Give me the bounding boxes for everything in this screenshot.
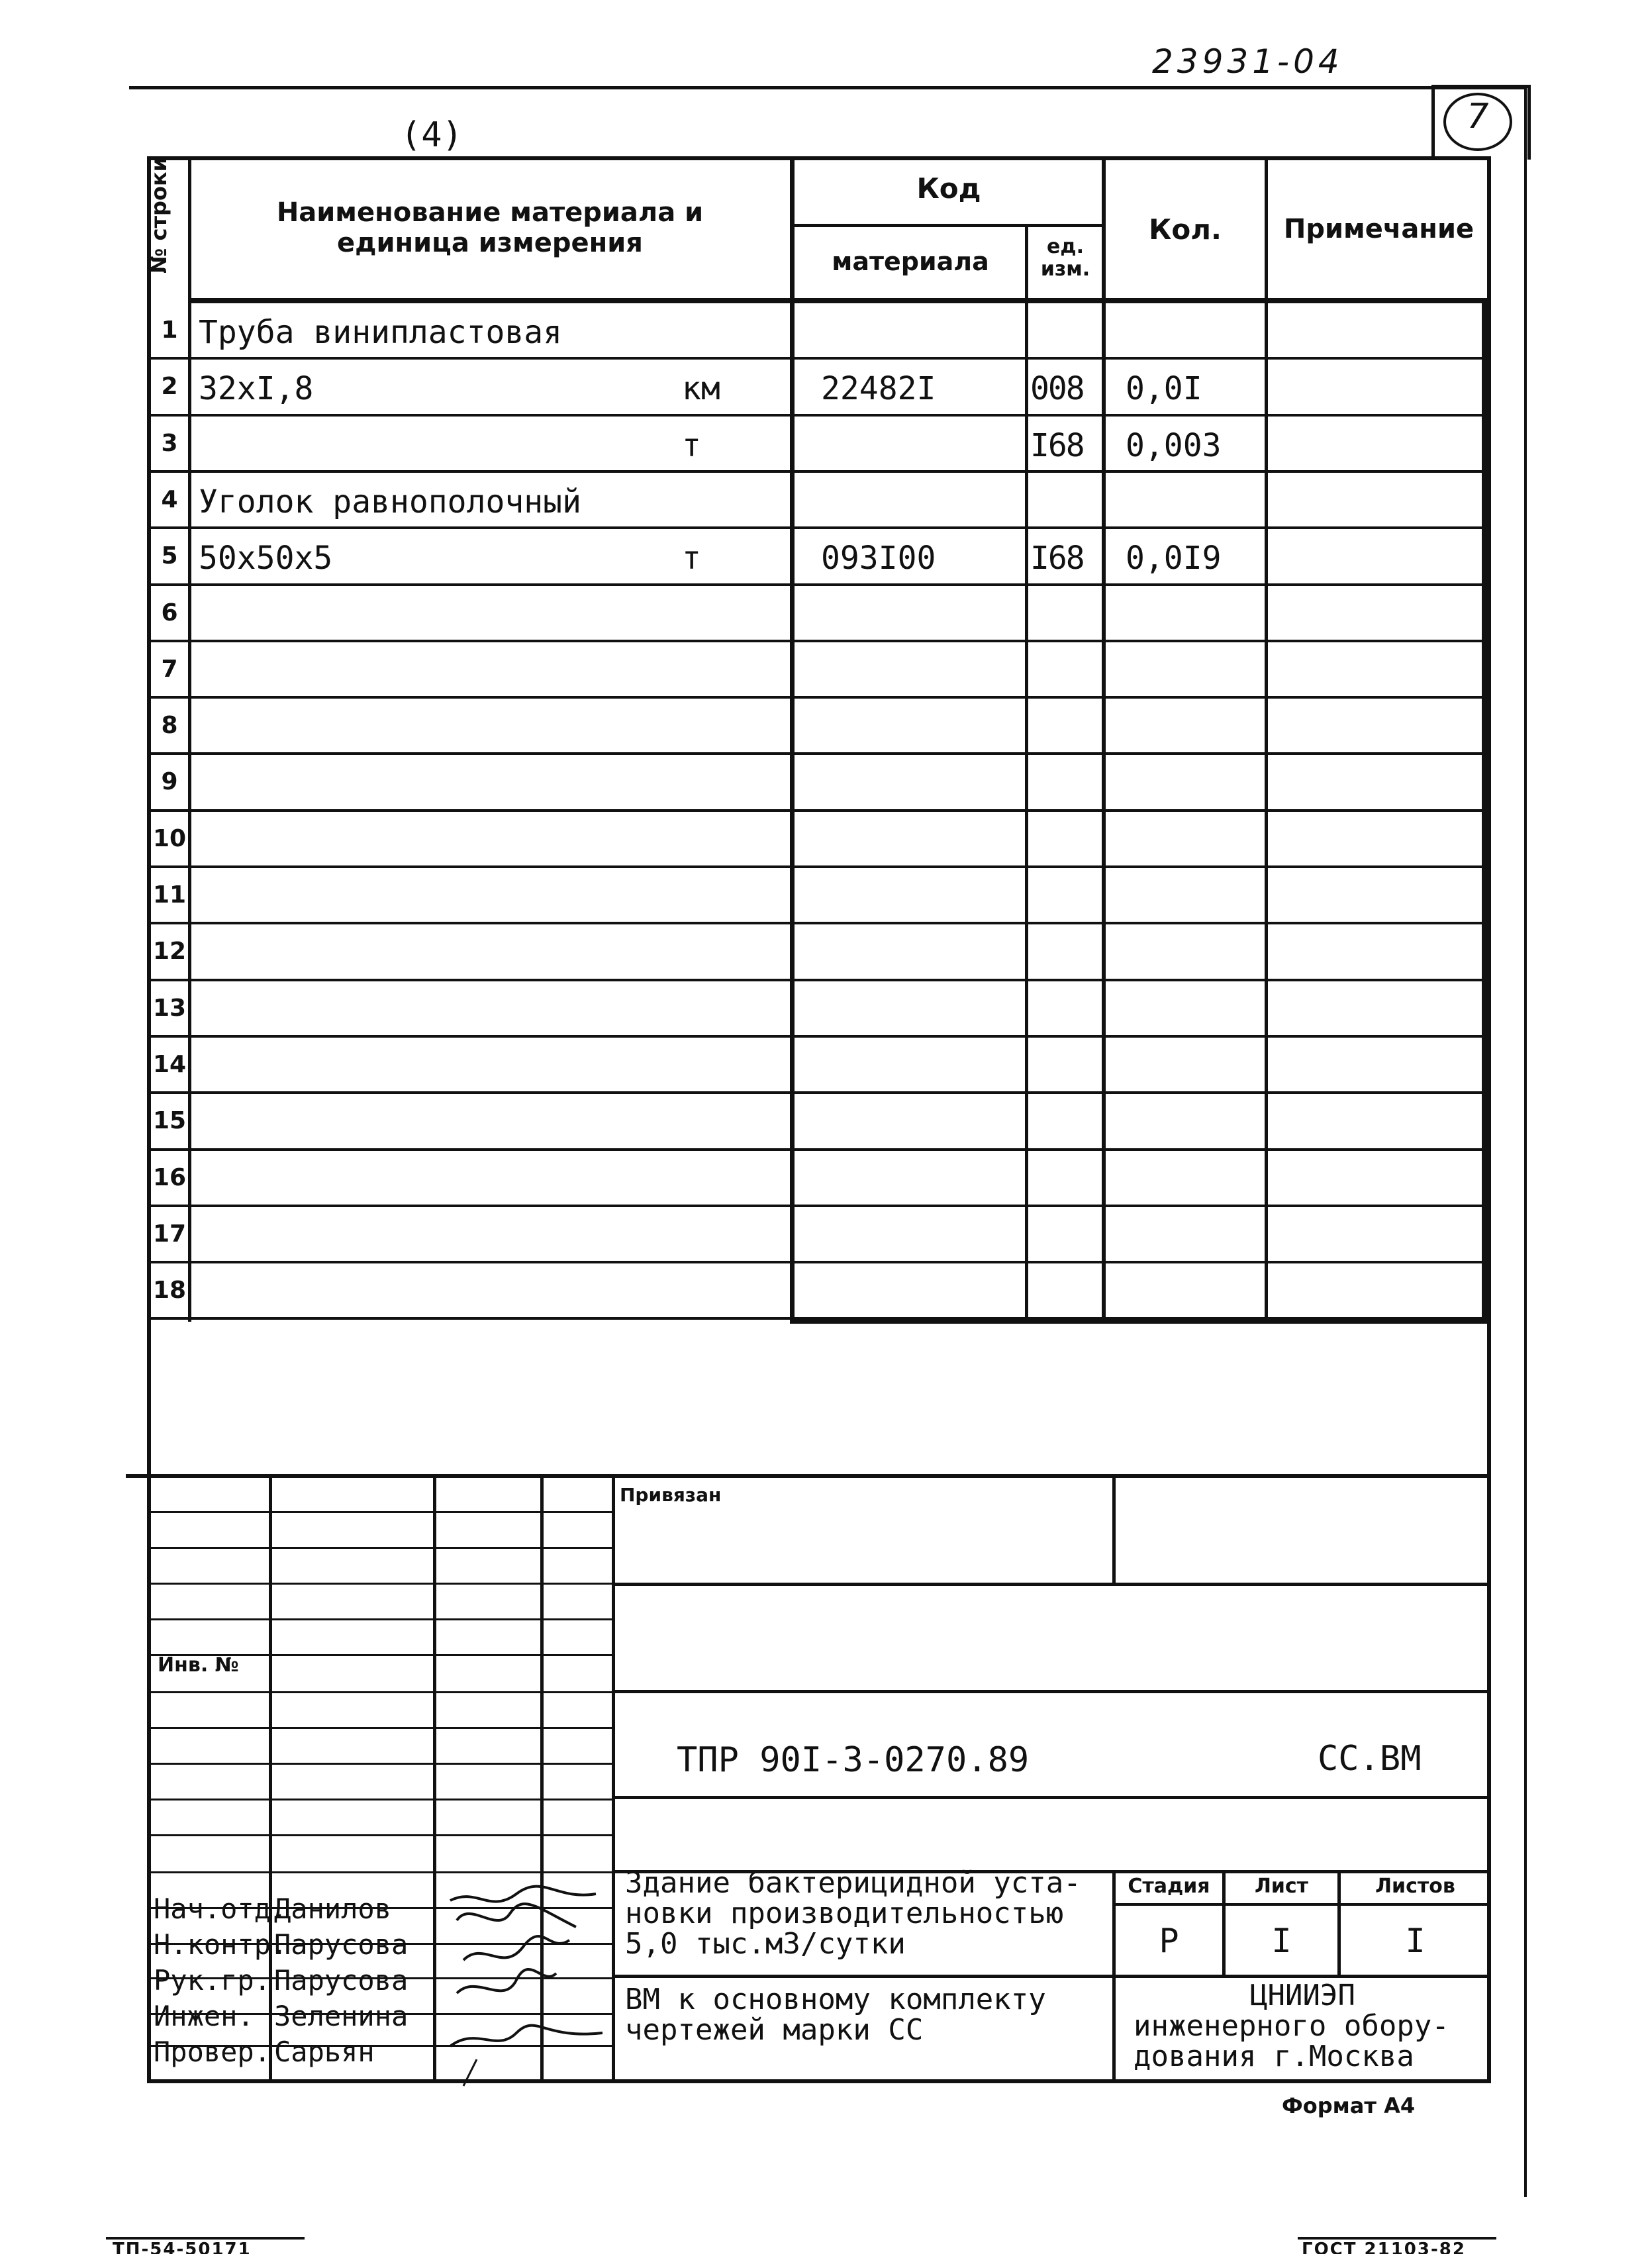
row-number: 3 [161,430,178,457]
footer-right: ГОСТ 21103-82 [1302,2241,1466,2254]
signer-name: Данилов [274,1893,392,1925]
project-title-3: 5,0 тыс.м3/сутки [625,1927,906,1961]
stamp-row-line [147,1547,612,1549]
table-row [147,696,1491,699]
footer-left-rule [106,2237,305,2240]
frame-top [147,156,1491,160]
col-line-note [1265,156,1268,1322]
row-quantity: 0,0I9 [1126,540,1222,577]
table-row [147,1148,1491,1151]
stamp-line-a [612,1583,1491,1586]
stamp-line-c [612,1796,1491,1799]
signer-role: Рук.гр. [154,1964,271,1997]
signer-name: Зеленина [274,2000,409,2032]
stamp-row-line [147,1763,612,1765]
doc-code: ТПР 90I-3-0270.89 [677,1740,1030,1780]
table-row [147,1205,1491,1207]
table-row [147,1035,1491,1038]
table-row [147,414,1491,417]
org-1: ЦНИИЭП [1250,1979,1355,2012]
header-code: Код [916,172,981,205]
col-line-unit [1025,225,1028,1322]
table-row [147,1261,1491,1263]
row-number: 8 [161,712,178,739]
header-name-text: Наименование материала и единица измерения [276,197,704,258]
signer-role: Инжен. [154,2000,254,2032]
col-line-rownum [188,156,191,1322]
row-unit-code: I68 [1030,427,1084,464]
row-number: 17 [152,1220,187,1248]
footer-left: ТП-54-50171 [113,2241,252,2254]
row-number: 4 [161,486,178,513]
stamp-bottom [147,2079,1491,2083]
row-number: 1 [161,317,178,344]
row-number: 18 [152,1277,187,1304]
stamp-row-line [147,1834,612,1836]
privyazan-label: Привязан [620,1484,722,1506]
table-row [147,640,1491,642]
signature-marks [437,1874,609,2093]
header-name [218,197,761,258]
stamp-row-line [147,1511,612,1513]
sheet-value: I [1271,1922,1292,1960]
table-bottom [790,1319,1491,1324]
row-quantity: 0,0I [1126,370,1202,407]
row-number: 13 [152,995,187,1022]
stamp-col-2 [433,1474,436,2083]
table-row [147,526,1491,529]
row-material-code: 22482I [821,370,936,407]
top-rule [129,86,1526,89]
stamp-privyazan-divider [1112,1474,1116,1583]
signer-name: Сарьян [274,2036,375,2068]
drawing-mark: СС.ВМ [1318,1739,1422,1779]
signer-name: Парусова [274,1928,409,1961]
stamp-row-line [147,1799,612,1800]
row-name: 32хI,8 [199,370,314,407]
sheet-title-2: чертежей марки СС [625,2013,924,2047]
row-number: 5 [161,542,178,569]
table-right-thick [1482,298,1487,1322]
stamp-stage-col-a [1112,1870,1116,2082]
table-row [147,979,1491,981]
table-row [147,809,1491,812]
col-line-material [790,156,795,1322]
row-number: 7 [161,656,178,683]
stamp-line-e [612,1975,1491,1978]
stamp-row-line [147,1727,612,1729]
table-row [147,752,1491,755]
header-bottom [188,298,1491,303]
stamp-row-line [147,1583,612,1585]
inv-no-label: Инв. № [158,1653,239,1677]
stamp-line-f [1112,1903,1491,1906]
header-qty: Кол. [1149,213,1222,246]
sheet-circle-number: 7 [1467,97,1489,136]
row-name: 50х50х5 [199,540,333,577]
document-number: 23931-04 [1152,42,1343,81]
stage-value: Р [1159,1922,1179,1960]
sheet-label: Лист [1254,1875,1309,1898]
org-2: инженерного обору- [1134,2009,1449,2043]
stamp-col-4 [612,1474,615,2083]
row-number: 10 [152,825,187,852]
stamp-row-line [147,1871,612,1873]
col-line-qty [1102,156,1106,1322]
header-row-no: № строки [146,156,171,274]
table-row [147,470,1491,473]
signer-role: Нач.отд. [154,1893,288,1925]
sheet-mark: (4) [401,115,463,155]
header-unit: ед. изм. [1040,235,1090,281]
row-name: Уголок равнополочный [199,483,581,520]
stamp-row-line [147,1618,612,1620]
project-title-2: новки производительностью [625,1897,1064,1930]
org-3: дования г.Москва [1134,2040,1414,2073]
sheets-label: Листов [1375,1875,1455,1898]
frame-right [1487,156,1491,2083]
row-material-code: 093I00 [821,540,936,577]
row-number: 12 [152,938,187,965]
row-number: 11 [152,881,187,909]
header-code-divider [790,224,1103,227]
stage-label: Стадия [1128,1875,1210,1898]
table-row [147,583,1491,586]
stamp-line-b [612,1690,1491,1693]
row-number: 15 [152,1107,187,1134]
footer-right-rule [1298,2237,1496,2240]
sheets-value: I [1405,1922,1425,1960]
row-unit-code: I68 [1030,540,1084,577]
table-row [147,357,1491,360]
row-unit-label: км [682,370,720,407]
row-unit-label: т [682,540,701,577]
row-number: 14 [152,1051,187,1078]
table-row [147,1091,1491,1094]
stamp-row-line [147,1691,612,1693]
frame-outer-right [1524,85,1527,2197]
table-row [147,865,1491,868]
row-unit-code: 008 [1030,370,1084,407]
sheet-title-1: ВМ к основному комплекту [625,1983,1046,2016]
row-name: Труба винипластовая [199,314,563,351]
row-number: 2 [161,373,178,400]
row-number: 16 [152,1164,187,1191]
header-material: материала [832,247,989,276]
stamp-top [126,1474,1491,1478]
header-note: Примечание [1283,214,1474,244]
row-number: 6 [161,599,178,626]
signer-role: Провер. [154,2036,271,2068]
signer-role: Н.контр. [154,1928,288,1961]
table-row [147,922,1491,924]
row-number: 9 [161,768,178,795]
project-title-1: Здание бактерицидной уста- [625,1866,1081,1900]
signer-name: Парусова [274,1964,409,1997]
row-unit-label: т [682,427,701,464]
format-label: Формат А4 [1282,2093,1416,2118]
row-quantity: 0,003 [1126,427,1222,464]
